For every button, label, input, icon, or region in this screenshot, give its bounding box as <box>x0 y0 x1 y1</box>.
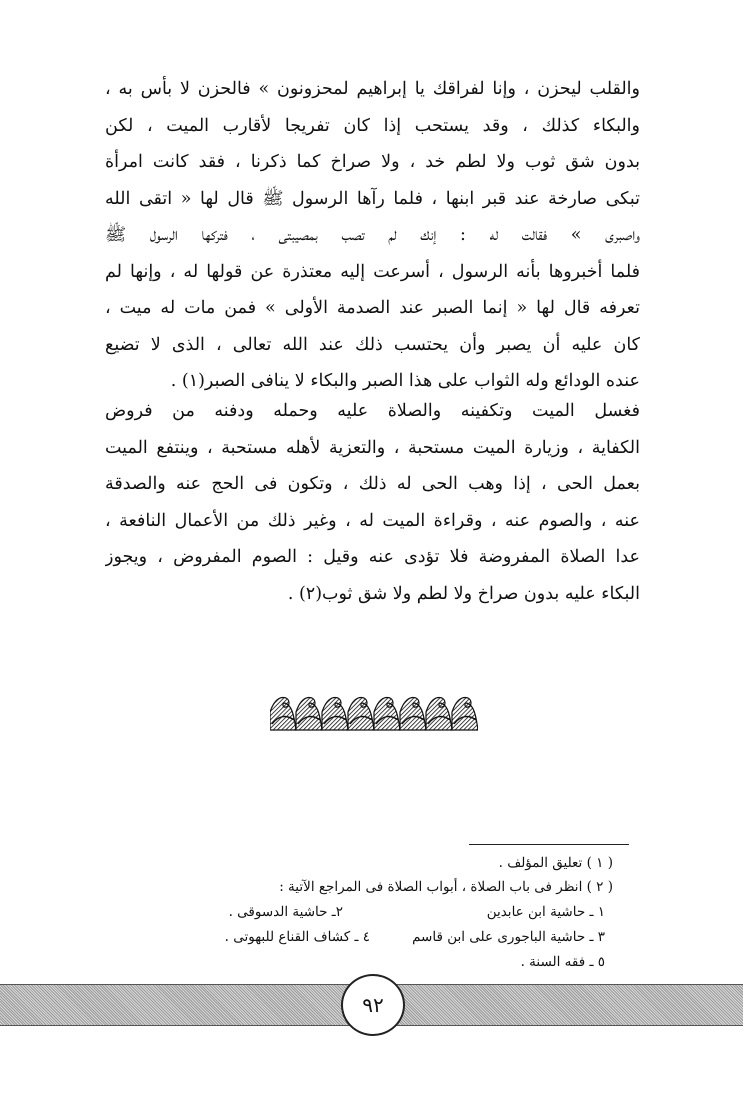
text-line: بدون شق ثوب ولا لطم خد ، ولا صراخ كما ذكرنا ، فقد كانت امرأة <box>105 152 640 172</box>
footnote-2: ( ٢ ) انظر فى باب الصلاة ، أبواب الصلاة فى المراجع الآتية : <box>279 879 613 895</box>
footnote-separator <box>469 844 629 845</box>
paragraph-1 <box>105 71 640 400</box>
text-line: بعمل الحى ، إذا وهب الحى له ذلك ، وتكون فى الحج عنه والصدقة <box>105 474 640 494</box>
text-line: عنده الودائع وله الثواب على هذا الصبر والبكاء لا ينافى الصبر(١) . <box>170 371 640 391</box>
text-line: فلما أخبروها بأنه الرسول ، أسرعت إليه معتذرة عن قولها له ، وإنها لم <box>105 261 640 282</box>
reference-3: ٣ ـ حاشية الباجورى على ابن قاسم <box>412 929 605 945</box>
decorative-ornament-icon <box>270 690 478 732</box>
text-line: تبكى صارخة عند قبر ابنها ، فلما رآها الرسول ﷺ قال لها « اتقى الله <box>105 188 640 209</box>
text-line: تعرفه قال لها « إنما الصبر عند الصدمة الأولى » فمن مات له ميت ، <box>105 298 640 318</box>
page-number: ٩٢ <box>341 974 405 1036</box>
reference-1: ١ ـ حاشية ابن عابدين <box>486 904 605 920</box>
text-line: عدا الصلاة المفروضة فلا تؤدى عنه وقيل : الصوم المفروض ، ويجوز <box>105 547 640 567</box>
text-line: واصبرى » فقالت له : إنك لم تصب بمصيبتى ، فتركها الرسول ﷺ <box>105 225 640 245</box>
reference-4: ٤ ـ كشاف القناع للبهوتى . <box>224 929 370 945</box>
text-line: فغسل الميت وتكفينه والصلاة عليه وحمله ودفنه من فروض <box>105 401 640 421</box>
text-line: الكفاية ، وزيارة الميت مستحبة ، والتعزية لأهله مستحبة ، وينتفع الميت <box>105 437 640 458</box>
text-line: والبكاء كذلك ، وقد يستحب إذا كان تفريجا لأقارب الميت ، لكن <box>105 115 640 136</box>
reference-5: ٥ ـ فقه السنة . <box>520 954 605 970</box>
text-line: والقلب ليحزن ، وإنا لفراقك يا إبراهيم لمحزونون » فالحزن لا بأس به ، <box>105 79 640 99</box>
text-line: عنه ، والصوم عنه ، وقراءة الميت له ، وغير ذلك من الأعمال النافعة ، <box>105 510 640 531</box>
text-line: كان عليه أن يصبر وأن يحتسب ذلك عند الله تعالى ، الذى لا تضيع <box>105 334 640 355</box>
footnote-1: ( ١ ) تعليق المؤلف . <box>498 855 613 871</box>
paragraph-2 <box>105 393 640 612</box>
reference-2: ٢ـ حاشية الدسوقى . <box>228 904 343 920</box>
text-line: البكاء عليه بدون صراخ ولا لطم ولا شق ثوب(٢) . <box>287 583 640 604</box>
